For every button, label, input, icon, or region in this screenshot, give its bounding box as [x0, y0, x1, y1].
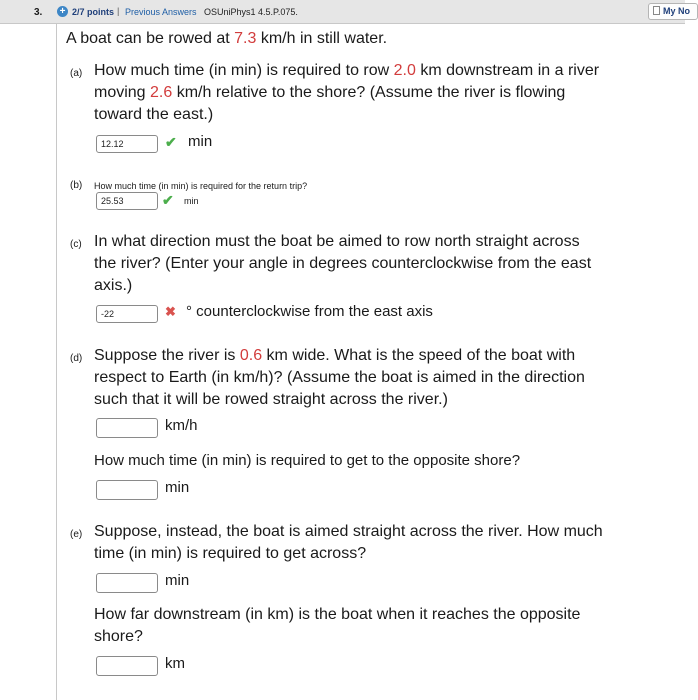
river-speed-value: 2.6 [150, 84, 173, 101]
part-b-unit: min [184, 196, 199, 206]
correct-check-icon: ✔ [165, 134, 177, 150]
problem-code: OSUniPhys1 4.5.P.075. [204, 7, 298, 17]
part-a-answer-input[interactable]: 12.12 [96, 135, 158, 153]
part-c-text: In what direction must the boat be aimed to row north straight across the river? (Enter your angle in degrees counterclockwise from the east axis.) [94, 233, 592, 294]
part-e-time-input[interactable] [96, 573, 158, 593]
correct-check-icon: ✔ [162, 192, 174, 208]
boat-speed-value: 7.3 [234, 30, 257, 47]
part-c-answer-input[interactable]: -22 [96, 305, 158, 323]
part-d-text: Suppose the river is 0.6 km wide. What is the speed of the boat with respect to Earth (in km/h)? (Assume the boat is aimed in the direction such that it will be rowed straight across the river.) [94, 347, 585, 408]
expand-plus-icon[interactable]: + [57, 6, 68, 17]
header-separator: | [117, 6, 120, 16]
my-notes-label: My No [663, 6, 690, 16]
part-d-label: (d) [70, 353, 83, 364]
part-d-time-input[interactable] [96, 480, 158, 500]
note-icon [653, 6, 660, 15]
part-b-label: (b) [70, 180, 83, 191]
main-question: A boat can be rowed at 7.3 km/h in still water. [66, 30, 388, 47]
part-b-text: How much time (in min) is required for the return trip? [94, 181, 308, 191]
part-c-label: (c) [70, 239, 82, 250]
my-notes-button[interactable] [648, 3, 698, 20]
previous-answers-link[interactable]: Previous Answers [125, 7, 197, 17]
part-b-answer-input[interactable]: 25.53 [96, 192, 158, 210]
incorrect-x-icon: ✖ [165, 304, 176, 319]
part-a-label: (a) [70, 68, 83, 79]
river-width-value: 0.6 [239, 347, 263, 364]
part-e-label: (e) [70, 529, 83, 540]
part-d-unit-2: min [165, 479, 190, 496]
question-number: 3. [34, 7, 43, 18]
points-score: 2/7 points [72, 7, 115, 17]
part-e-unit-2: km [165, 655, 185, 672]
question-header [0, 0, 690, 24]
part-c-unit: ° counterclockwise from the east axis [186, 303, 433, 320]
part-e-text: Suppose, instead, the boat is aimed straight across the river. How much time (in min) is required to get across? [94, 523, 603, 562]
part-e-question-2: How far downstream (in km) is the boat when it reaches the opposite shore? [94, 606, 581, 645]
part-e-unit-1: min [165, 572, 190, 589]
part-a-unit: min [188, 133, 213, 150]
content-left-border [56, 24, 57, 700]
part-e-distance-input[interactable] [96, 656, 158, 676]
part-a-text: How much time (in min) is required to row 2.0 km downstream in a river moving 2.6 km/h relative to the shore? (Assume the river is flowing toward the east.) [94, 62, 600, 123]
part-d-question-2: How much time (in min) is required to get to the opposite shore? [94, 452, 521, 469]
part-d-unit-1: km/h [165, 417, 198, 434]
distance-value: 2.0 [393, 62, 416, 79]
part-d-speed-input[interactable] [96, 418, 158, 438]
